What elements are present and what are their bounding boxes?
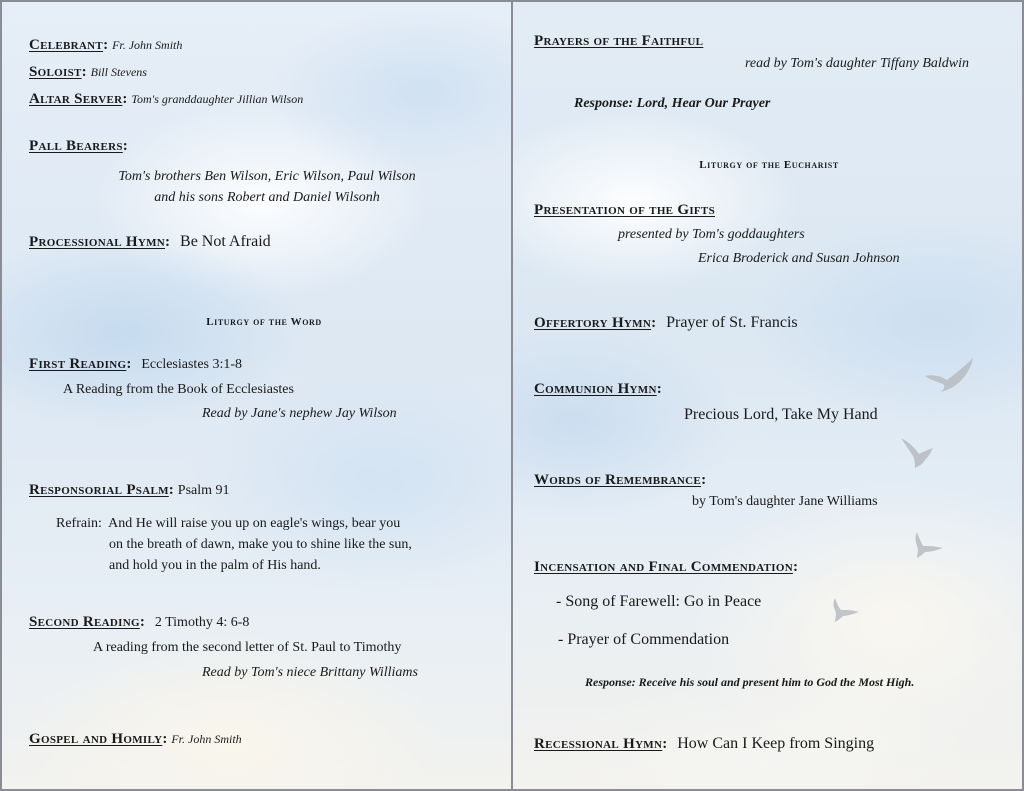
prayers-faithful-response: Response: Lord, Hear Our Prayer [574, 96, 771, 111]
offertory-hymn-line: Offertory Hymn: Prayer of St. Francis [534, 314, 798, 331]
words-remembrance-label: Words of Remembrance [534, 472, 702, 488]
incensation-heading: Incensation and Final Commendation: [534, 559, 798, 575]
first-reading-reader: Read by Jane's nephew Jay Wilson [202, 406, 397, 421]
gospel-homily-label: Gospel and Homily [29, 731, 163, 747]
incensation-response: Response: Receive his soul and present him to God the Most High. [585, 675, 915, 689]
incensation-item-2: - Prayer of Commendation [558, 631, 730, 648]
refrain-line-3: and hold you in the palm of His hand. [109, 558, 321, 573]
communion-hymn-label: Communion Hymn [534, 381, 657, 397]
dove-icon [899, 436, 939, 470]
prayers-faithful-heading [534, 32, 703, 50]
responsorial-psalm-label: Responsorial Psalm [29, 482, 169, 498]
pall-bearers-label: Pall Bearers [29, 138, 123, 154]
altar-server-label: Altar Server [29, 91, 123, 107]
words-remembrance-heading: Words of Remembrance: [534, 472, 707, 488]
celebrant-value: Fr. John Smith [112, 38, 183, 52]
celebrant-line: Celebrant: Fr. John Smith [29, 37, 183, 53]
gospel-homily-line: Gospel and Homily: Fr. John Smith [29, 731, 242, 747]
soloist-line: Soloist: Bill Stevens [29, 64, 147, 80]
psalm-refrain [56, 513, 412, 576]
offertory-hymn-label: Offertory Hymn [534, 315, 652, 331]
responsorial-psalm-line: Responsorial Psalm: Psalm 91 [29, 482, 230, 498]
second-reading-reader: Read by Tom's niece Brittany Williams [202, 665, 418, 680]
altar-server-value: Tom's granddaughter Jillian Wilson [131, 92, 304, 106]
recessional-hymn-line: Recessional Hymn: How Can I Keep from Singing [534, 735, 875, 752]
dove-icon [911, 530, 945, 560]
presentation-gifts-line-2: Erica Broderick and Susan Johnson [698, 251, 900, 266]
communion-hymn-heading: Communion Hymn: [534, 381, 662, 397]
refrain-line-1: And He will raise you up on eagle's wings, bear you [108, 516, 401, 531]
communion-hymn-value: Precious Lord, Take My Hand [684, 406, 878, 423]
dove-icon [831, 596, 861, 624]
processional-hymn-label: Processional Hymn [29, 234, 166, 250]
recessional-hymn-value: How Can I Keep from Singing [677, 735, 875, 752]
pall-bearers-heading: Pall Bearers: [29, 138, 128, 154]
soloist-value: Bill Stevens [90, 65, 147, 79]
second-reading-line: Second Reading: 2 Timothy 4: 6-8 [29, 614, 250, 630]
responsorial-psalm-value: Psalm 91 [177, 483, 230, 498]
second-reading-value: 2 Timothy 4: 6-8 [154, 615, 250, 630]
prayers-faithful-label: Prayers of the Faithful [534, 33, 704, 49]
presentation-gifts-line-1: presented by Tom's goddaughters [618, 227, 805, 242]
refrain-line-2: on the breath of dawn, make you to shine like the sun, [109, 537, 412, 552]
prayers-faithful-reader: read by Tom's daughter Tiffany Baldwin [745, 56, 970, 71]
offertory-hymn-value: Prayer of St. Francis [666, 314, 798, 331]
celebrant-label: Celebrant [29, 37, 104, 53]
first-reading-description: A Reading from the Book of Ecclesiastes [63, 382, 294, 397]
incensation-item-1: - Song of Farewell: Go in Peace [556, 593, 762, 610]
second-reading-description: A reading from the second letter of St. Paul to Timothy [93, 640, 402, 655]
presentation-gifts-heading [534, 201, 715, 219]
recessional-hymn-label: Recessional Hymn [534, 736, 663, 752]
refrain-label: Refrain: [56, 516, 102, 531]
altar-server-line: Altar Server: Tom's granddaughter Jillian Wilson [29, 91, 304, 107]
liturgy-of-word-title: Liturgy of the Word [206, 316, 322, 328]
pall-bearers-line-2: and his sons Robert and Daniel Wilsonh [154, 190, 380, 205]
first-reading-value: Ecclesiastes 3:1-8 [141, 357, 243, 372]
right-page [512, 0, 1024, 791]
presentation-gifts-label: Presentation of the Gifts [534, 202, 715, 218]
processional-hymn-value: Be Not Afraid [180, 233, 271, 250]
pall-bearers-line-1: Tom's brothers Ben Wilson, Eric Wilson, Paul Wilson [118, 169, 416, 184]
gospel-homily-value: Fr. John Smith [171, 732, 242, 746]
processional-hymn-line: Processional Hymn: Be Not Afraid [29, 233, 271, 250]
dove-icon [923, 356, 979, 396]
liturgy-of-eucharist-title: Liturgy of the Eucharist [699, 159, 839, 171]
second-reading-label: Second Reading [29, 614, 140, 630]
words-remembrance-value: by Tom's daughter Jane Williams [692, 494, 878, 509]
incensation-label: Incensation and Final Commendation [534, 559, 793, 575]
soloist-label: Soloist [29, 64, 82, 80]
first-reading-label: First Reading [29, 356, 127, 372]
first-reading-line: First Reading: Ecclesiastes 3:1-8 [29, 356, 243, 372]
pall-bearers-names [2, 166, 512, 208]
